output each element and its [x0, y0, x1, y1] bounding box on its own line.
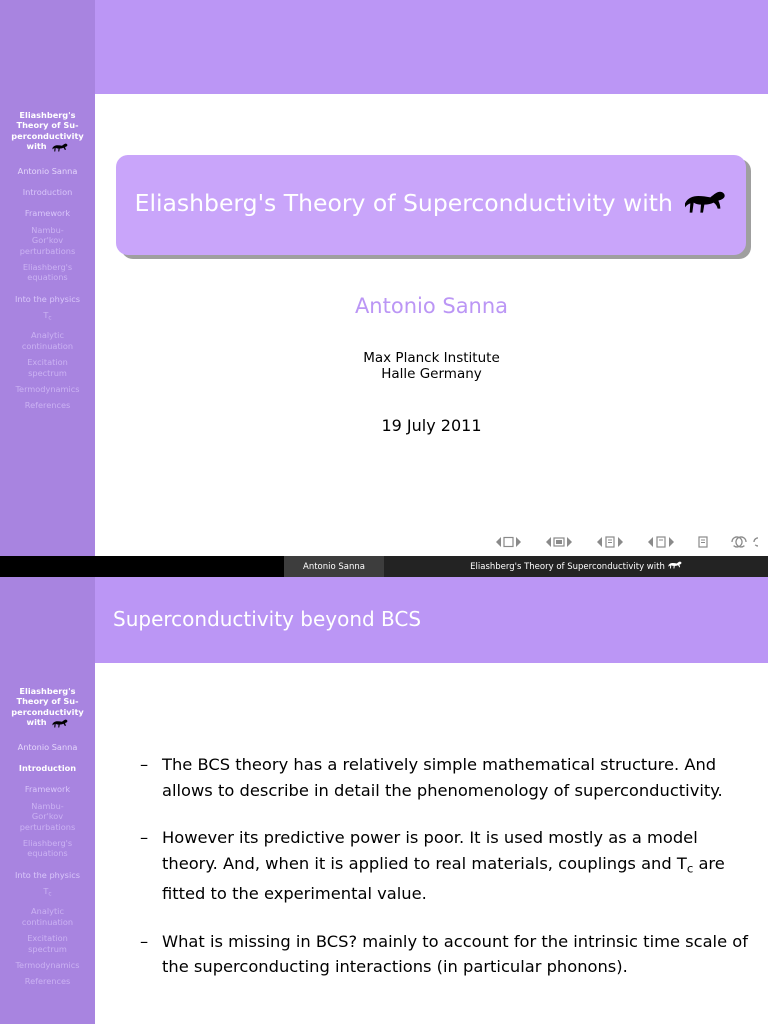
- sidebar-item-into-the-physics[interactable]: Into the physics: [14, 869, 80, 880]
- author-name: Antonio Sanna: [354, 294, 509, 318]
- sidebar-nav-title: [0, 110, 95, 155]
- footline-author-text: Antonio Sanna: [303, 561, 365, 572]
- presentation-date: 19 July 2011: [381, 416, 482, 435]
- sidebar-item-excitation-spectrum[interactable]: Excitation spectrum: [27, 357, 68, 378]
- frame-title: Superconductivity beyond BCS: [113, 607, 422, 631]
- sidebar-item-into-the-physics[interactable]: Into the physics: [14, 293, 80, 304]
- sidebar-nav-2-inner: [0, 686, 95, 987]
- sidebar-nav-1: [0, 110, 95, 411]
- sidebar-nav-title-line1: Eliashberg's: [19, 686, 76, 696]
- bullet-text-pre: However its predictive power is poor. It is used mostly as a model theory. And, when it is applied to real materials, couplings and T: [162, 828, 698, 873]
- sidebar-nav-title-line2: Theory of Su-: [16, 696, 79, 707]
- list-item: [140, 752, 750, 803]
- footline-author: [284, 556, 384, 577]
- slide-body: [140, 752, 750, 1002]
- sidebar-author: Antonio Sanna: [17, 741, 78, 752]
- slide1-sidebar-top: [0, 0, 95, 94]
- page-title-text: Eliashberg's Theory of Superconductivity with: [134, 189, 673, 217]
- sidebar-item-introduction[interactable]: Introduction: [22, 187, 73, 198]
- sidebar-nav-title-line4: with: [4, 717, 91, 730]
- sidebar-item-introduction[interactable]: Introduction: [18, 763, 77, 774]
- list-item: [140, 825, 750, 907]
- institute: [95, 350, 768, 382]
- dog-icon: [668, 561, 682, 572]
- bullet-marker: –: [140, 828, 149, 847]
- sidebar-nav-title-line3: perconductivity: [11, 706, 84, 717]
- page-title: [121, 187, 742, 223]
- sidebar-item-nambu-gorkov[interactable]: Nambu- Gor'kov perturbations: [19, 800, 76, 832]
- footline-title-text: Eliashberg's Theory of Superconductivity with: [470, 561, 665, 572]
- sidebar-item-tc[interactable]: $T_c$: [43, 886, 52, 898]
- footline: [0, 556, 768, 577]
- dog-icon: [52, 719, 68, 730]
- sidebar-item-analytic-continuation[interactable]: Analytic continuation: [21, 906, 74, 927]
- slide1-headline-bar: [0, 0, 768, 94]
- sidebar-item-eliashberg-equations[interactable]: Eliashberg's equations: [22, 262, 73, 283]
- sidebar-nav-title-line1: Eliashberg's: [19, 110, 76, 120]
- sidebar-item-nambu-gorkov[interactable]: Nambu- Gor'kov perturbations: [19, 224, 76, 256]
- sidebar-item-excitation-spectrum[interactable]: Excitation spectrum: [27, 933, 68, 954]
- content-slide: [0, 577, 768, 1024]
- title-box: [116, 155, 746, 255]
- sidebar-item-references[interactable]: References: [24, 976, 71, 987]
- bullet-text: [162, 825, 750, 907]
- bullet-text-subscript: c: [686, 860, 694, 875]
- sidebar-author: Antonio Sanna: [17, 165, 78, 176]
- sidebar-item-eliashberg-equations[interactable]: Eliashberg's equations: [22, 838, 73, 859]
- bullet-marker: –: [140, 755, 149, 774]
- sidebar-nav-title-line2: Theory of Su-: [16, 120, 79, 131]
- bullet-text: The BCS theory has a relatively simple mathematical structure. And allows to describe in detail the phenomenology of superconductivity.: [162, 755, 723, 800]
- sidebar-item-framework[interactable]: Framework: [24, 208, 71, 219]
- sidebar-item-termodynamics[interactable]: Termodynamics: [15, 959, 80, 970]
- footline-title: [384, 556, 768, 577]
- bullet-marker: –: [140, 931, 149, 951]
- beamer-navigation-symbols[interactable]: [488, 536, 758, 550]
- footline-left-block: [0, 556, 284, 577]
- institute-line-1: Max Planck Institute: [363, 350, 500, 366]
- dog-icon: [52, 143, 68, 154]
- sidebar-item-references[interactable]: References: [24, 400, 71, 411]
- sidebar-nav-title: [0, 686, 95, 731]
- bullet-text: What is missing in BCS? mainly to account for the intrinsic time scale of the superconducting interactions (in particular phonons).: [162, 931, 748, 977]
- bullet-text-post: are fitted to the experimental value.: [162, 853, 725, 904]
- sidebar-nav-title-line3: perconductivity: [11, 130, 84, 141]
- sidebar-item-tc[interactable]: $T_c$: [43, 310, 52, 322]
- list-item: [140, 929, 750, 980]
- sidebar-item-termodynamics[interactable]: Termodynamics: [15, 383, 80, 394]
- sidebar-item-framework[interactable]: Framework: [24, 784, 71, 795]
- institute-line-2: Halle Germany: [381, 366, 482, 382]
- sidebar-nav-title-line4: with: [4, 141, 91, 154]
- sidebar-item-analytic-continuation[interactable]: Analytic continuation: [21, 330, 74, 351]
- dog-icon: [683, 190, 727, 223]
